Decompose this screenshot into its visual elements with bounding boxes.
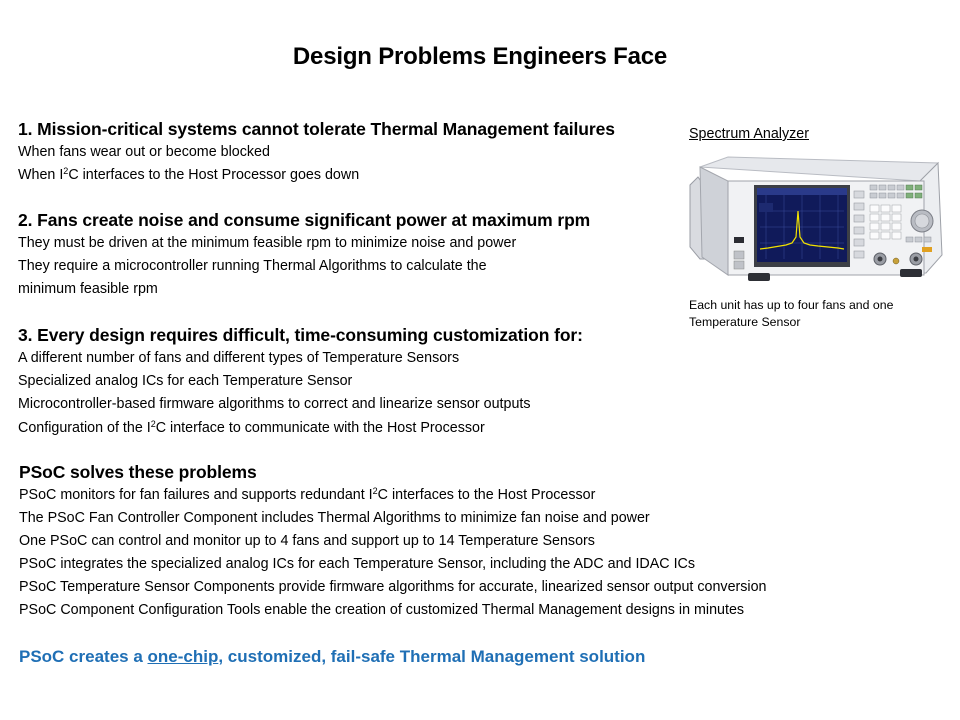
problem-2-heading: 2. Fans create noise and consume significant power at maximum rpm [18,210,591,230]
problem-1-heading: 1. Mission-critical systems cannot tolerate Thermal Management failures [18,119,615,139]
solution-heading: PSoC solves these problems [19,462,257,482]
problem-2-section [18,208,590,302]
problem-3-line-4: Configuration of the $I^2C$ interface to communicate with the Host Processor [18,418,485,436]
conclusion-statement: PSoC creates a one-chip, customized, fail-safe Thermal Management solution [19,647,646,666]
problem-1-line-2: When $I^2C$ interfaces to the Host Processor goes down [18,166,360,184]
problem-2-line-1: They must be driven at the minimum feasible rpm to minimize noise and power [18,235,517,251]
solution-line-1: PSoC monitors for fan failures and supports redundant $I^2C$ interfaces to the Host Processor [19,486,596,503]
photo-note: Each unit has up to four fans and one Temperature Sensor [689,298,894,329]
problem-1-line-1: When fans wear out or become blocked [18,144,270,160]
problem-2-line-2: They require a microcontroller running Thermal Algorithms to calculate the [18,258,487,275]
problem-2-line-3: minimum feasible rpm [18,281,158,298]
problem-3-line-2: Specialized analog ICs for each Temperature Sensor [18,373,353,390]
solution-line-3: One PSoC can control and monitor up to 4 fans and support up to 14 Temperature Sensors [19,533,595,550]
one-chip-link[interactable]: one-chip [147,647,219,666]
problem-3-section [18,323,583,440]
spectrum-analyzer-image [688,155,946,285]
solution-line-5: PSoC Temperature Sensor Components provide firmware algorithms for accurate, linearized sensor output conversion [19,579,767,596]
solution-line-2: The PSoC Fan Controller Component includes Thermal Algorithms to minimize fan noise and power [19,510,650,527]
problem-3-heading: 3. Every design requires difficult, time-consuming customization for: [18,325,583,345]
solution-line-4: PSoC integrates the specialized analog ICs for each Temperature Sensor, including the ADC and IDAC ICs [19,556,696,573]
solution-section [19,460,767,623]
solution-line-6: PSoC Component Configuration Tools enable the creation of customized Thermal Management designs in minutes [19,602,745,619]
photo-caption: Spectrum Analyzer [689,126,809,142]
problem-1-section [18,117,615,187]
problem-3-line-3: Microcontroller-based firmware algorithms to correct and linearize sensor outputs [18,396,531,413]
page-title: Design Problems Engineers Face [292,43,668,70]
problem-3-line-1: A different number of fans and different types of Temperature Sensors [18,350,460,366]
